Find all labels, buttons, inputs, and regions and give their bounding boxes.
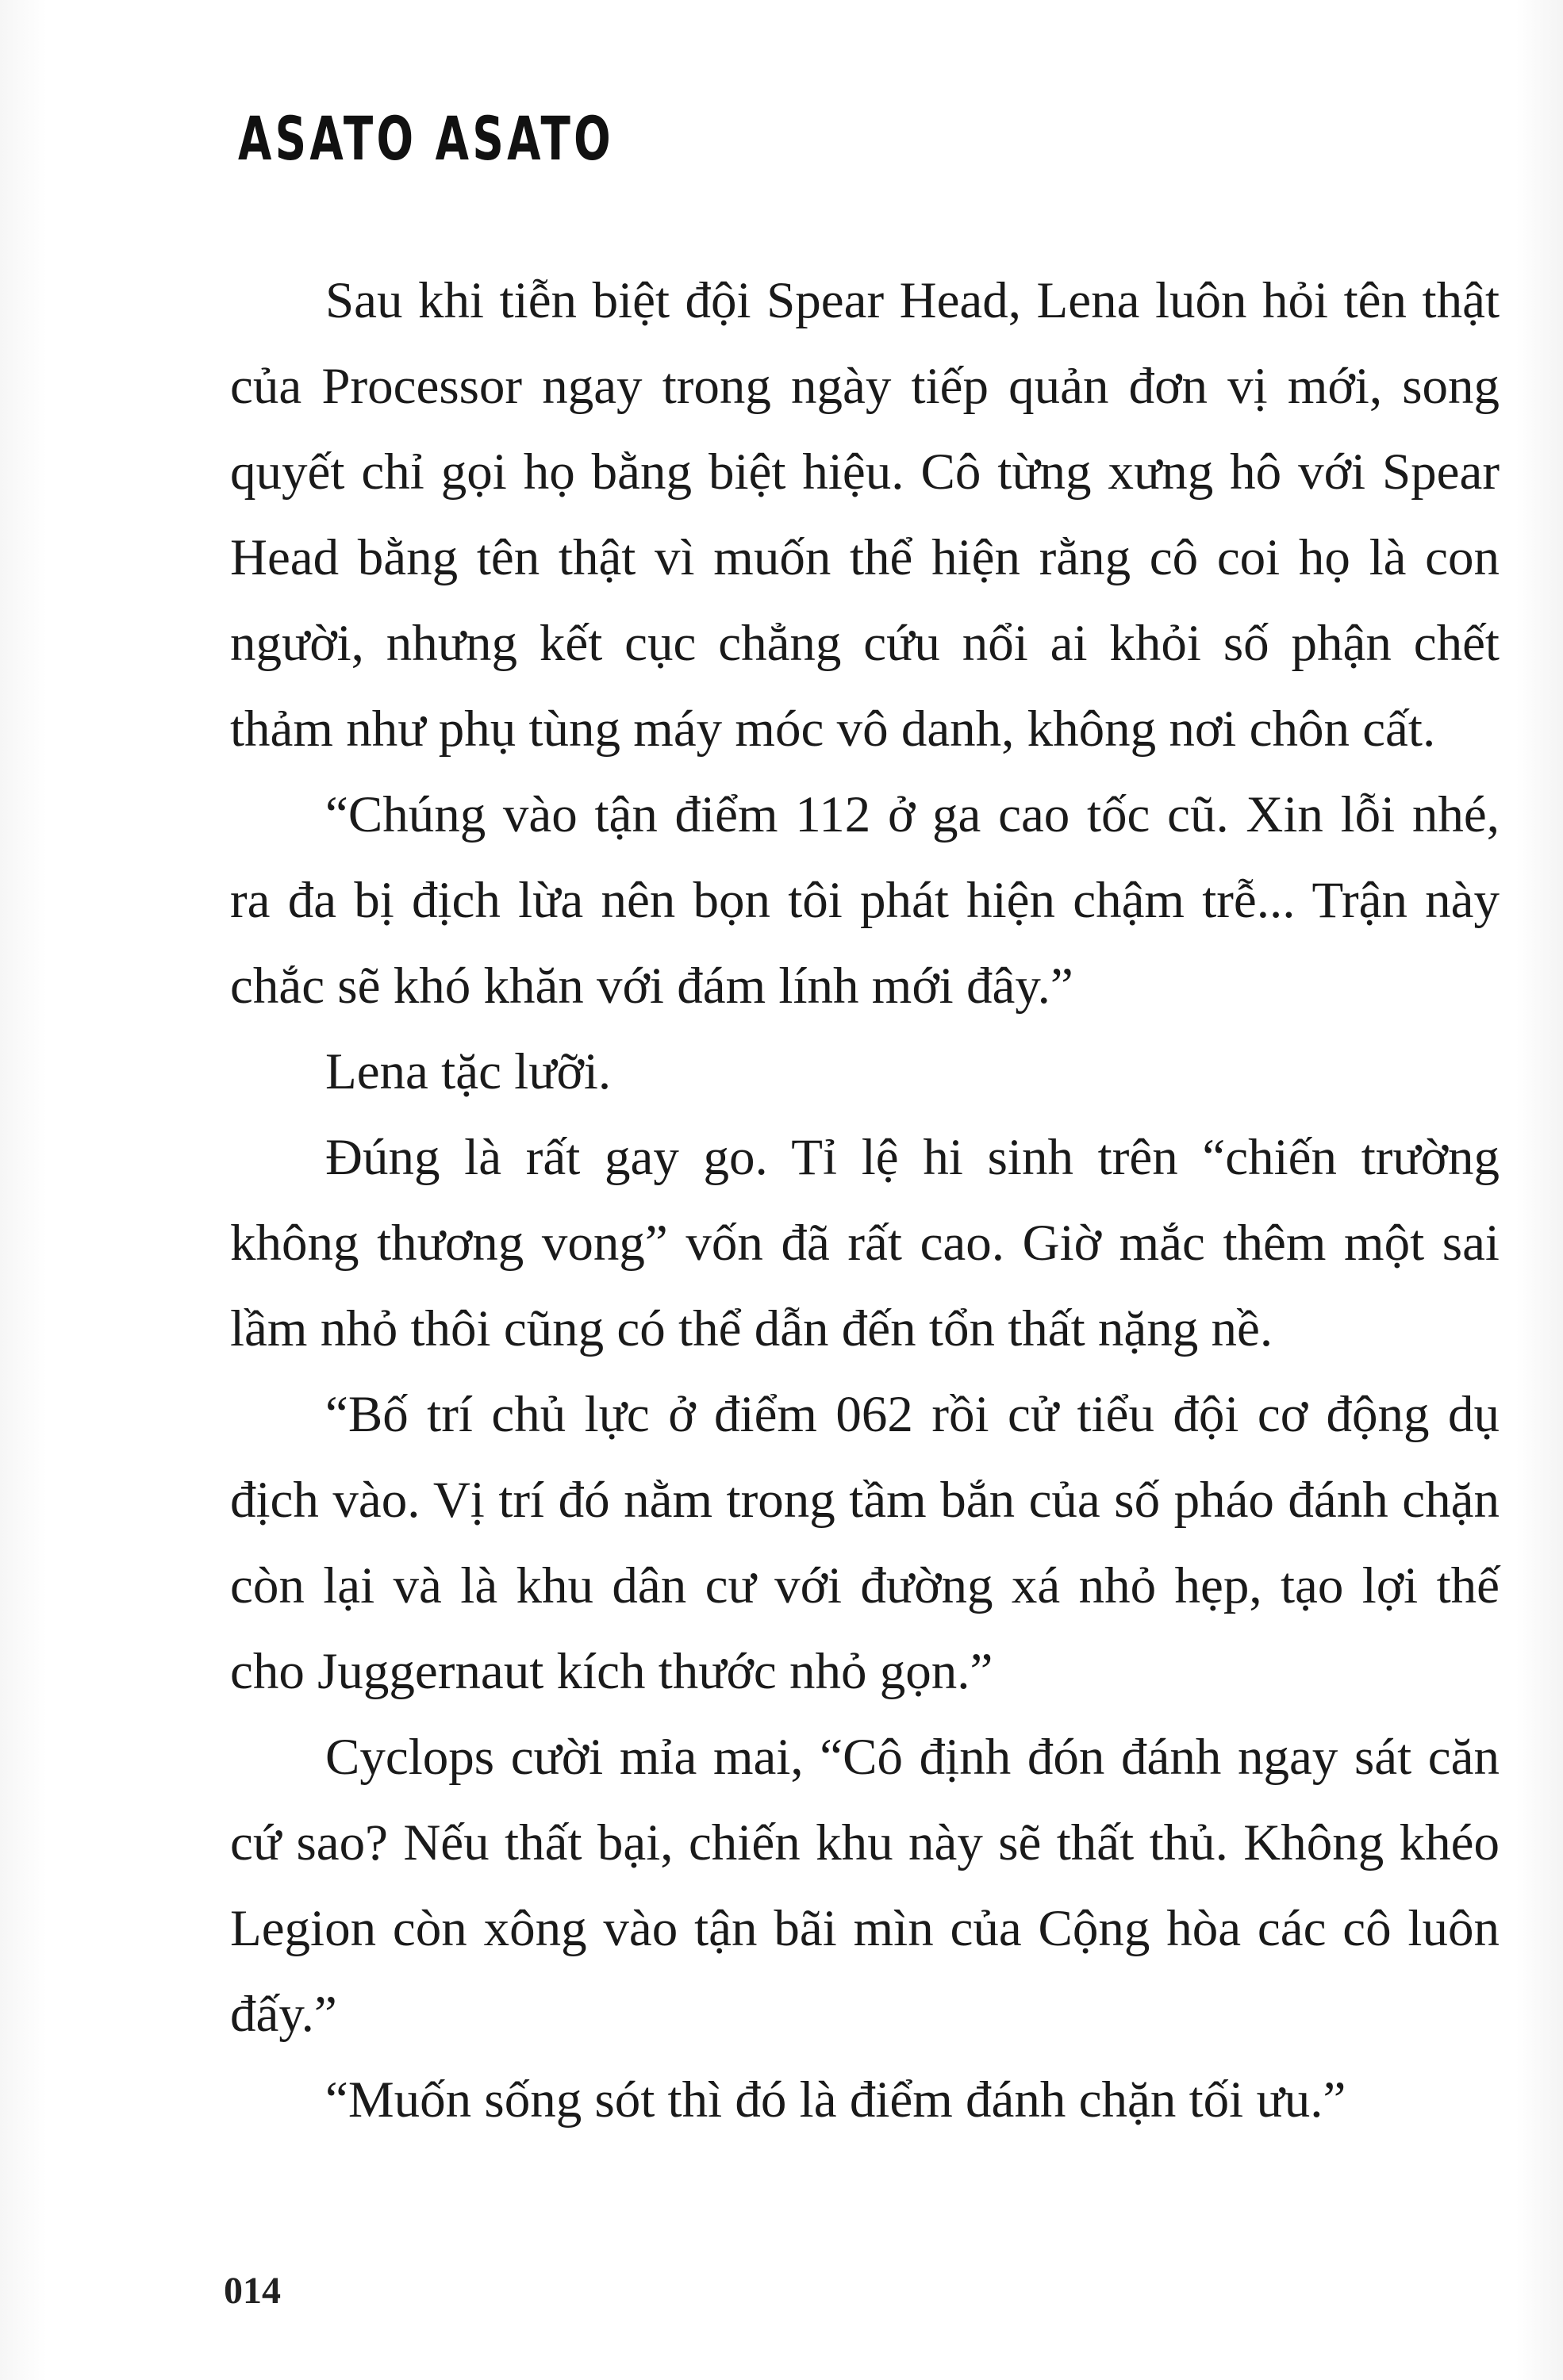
page-number: 014 xyxy=(224,2270,281,2312)
paragraph: Đúng là rất gay go. Tỉ lệ hi sinh trên “chiến trường không thương vong” vốn đã rất cao. Giờ mắc thêm một sai lầm nhỏ thôi cũng có thể dẫn đến tổn thất nặng nề. xyxy=(230,1129,1500,1357)
paragraph: Sau khi tiễn biệt đội Spear Head, Lena luôn hỏi tên thật của Processor ngay trong ngày tiếp quản đơn vị mới, song quyết chỉ gọi họ bằng biệt hiệu. Cô từng xưng hô với Spear Head bằng tên thật vì muốn thể hiện rằng cô coi họ là con người, nhưng kết cục chẳng cứu nổi ai khỏi số phận chết thảm như phụ tùng máy móc vô danh, không nơi chôn cất. xyxy=(230,272,1500,758)
body-text xyxy=(230,258,1500,2143)
paragraph: “Bố trí chủ lực ở điểm 062 rồi cử tiểu đội cơ động dụ địch vào. Vị trí đó nằm trong tầm bắn của số pháo đánh chặn còn lại và là khu dân cư với đường xá nhỏ hẹp, tạo lợi thế cho Juggernaut kích thước nhỏ gọn.” xyxy=(230,1386,1500,1700)
paragraph: Lena tặc lưỡi. xyxy=(325,1043,612,1100)
running-header: ASATO ASATO xyxy=(238,103,614,174)
paragraph: Cyclops cười mỉa mai, “Cô định đón đánh ngay sát căn cứ sao? Nếu thất bại, chiến khu này sẽ thất thủ. Không khéo Legion còn xông vào tận bãi mìn của Cộng hòa các cô luôn đấy.” xyxy=(230,1729,1500,2043)
paragraph: “Chúng vào tận điểm 112 ở ga cao tốc cũ. Xin lỗi nhé, ra đa bị địch lừa nên bọn tôi phát hiện chậm trễ... Trận này chắc sẽ khó khăn với đám lính mới đây.” xyxy=(230,786,1500,1015)
paragraph: “Muốn sống sót thì đó là điểm đánh chặn tối ưu.” xyxy=(325,2071,1346,2129)
